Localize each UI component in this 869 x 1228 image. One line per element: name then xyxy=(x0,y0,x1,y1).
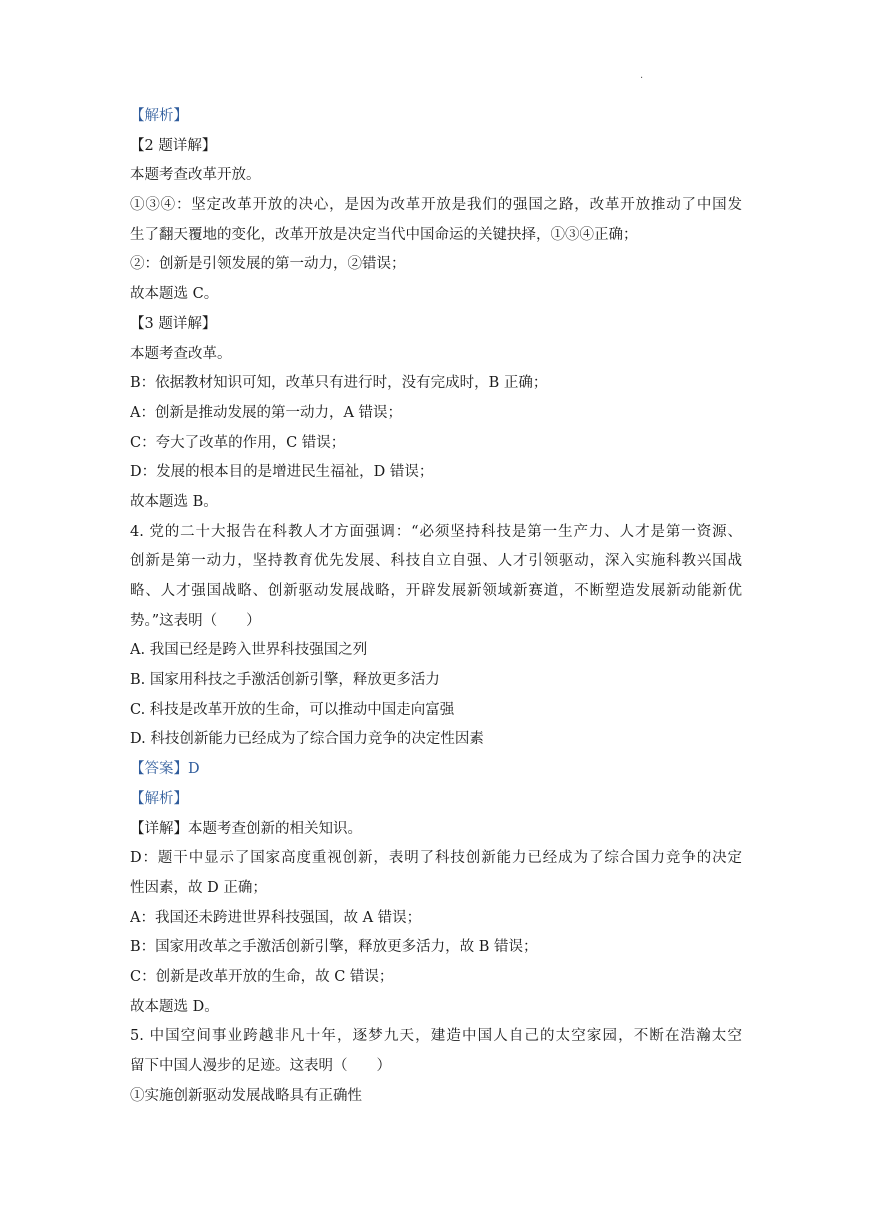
text-line: 【解析】 xyxy=(130,108,188,124)
text-line: D. 科技创新能力已经成为了综合国力竞争的决定性因素 xyxy=(130,731,484,748)
text-line: B：国家用改革之手激活创新引擎，释放更多活力，故 B 错误； xyxy=(130,939,538,956)
text-line: A：创新是推动发展的第一动力，A 错误； xyxy=(130,404,403,421)
text-line: D：发展的根本目的是增进民生福祉，D 错误； xyxy=(130,464,434,481)
text-line: 【2 题详解】 xyxy=(130,137,217,154)
text-line: C：创新是改革开放的生命，故 C 错误； xyxy=(130,968,394,985)
text-line: 本题考查改革开放。 xyxy=(130,167,261,184)
text-line: 故本题选 D。 xyxy=(130,998,219,1015)
text-line: ①实施创新驱动发展战略具有正确性 xyxy=(130,1087,362,1104)
text-line: 留下中国人漫步的足迹。这表明（ ） xyxy=(130,1058,391,1074)
text-line: 【详解】本题考查创新的相关知识。 xyxy=(130,820,362,837)
text-line: A：我国还未跨进世界科技强国，故 A 错误； xyxy=(130,909,422,926)
document-body xyxy=(130,102,742,1111)
text-line: C：夸大了改革的作用，C 错误； xyxy=(130,434,346,451)
header-mark: . xyxy=(640,70,644,81)
text-line: 故本题选 B。 xyxy=(130,493,218,510)
text-line: C. 科技是改革开放的生命，可以推动中国走向富强 xyxy=(130,701,455,718)
text-line: B. 国家用科技之手激活创新引擎，释放更多活力 xyxy=(130,672,440,689)
text-line: ②：创新是引领发展的第一动力，②错误； xyxy=(130,256,406,273)
text-line: 【解析】 xyxy=(130,790,188,807)
text-line: 本题考查改革。 xyxy=(130,345,232,362)
text-line: 【答案】D xyxy=(130,761,200,778)
text-line: 【3 题详解】 xyxy=(130,315,217,332)
text-line: 略、人才强国战略、创新驱动发展战略，开辟发展新领域新赛道，不断塑造发展新动能新优 xyxy=(130,583,742,599)
text-line: ①③④：坚定改革开放的决心，是因为改革开放是我们的强国之路，改革开放推动了中国发 xyxy=(130,197,742,214)
text-line: 创新是第一动力，坚持教育优先发展、科技自立自强、人才引领驱动，深入实施科教兴国战 xyxy=(130,553,742,570)
text-line: 故本题选 C。 xyxy=(130,286,219,303)
text-line: B：依据教材知识可知，改革只有进行时，没有完成时，B 正确； xyxy=(130,375,548,392)
text-line: A. 我国已经是跨入世界科技强国之列 xyxy=(130,642,368,659)
text-line: D：题干中显示了国家高度重视创新，表明了科技创新能力已经成为了综合国力竞争的决定 xyxy=(130,850,742,867)
text-line: 性因素，故 D 正确； xyxy=(130,879,267,896)
text-line: 4. 党的二十大报告在科教人才方面强调：“必须坚持科技是第一生产力、人才是第一资源、 xyxy=(130,523,742,540)
text-line: 5. 中国空间事业跨越非凡十年，逐梦九天，建造中国人自己的太空家园，不断在浩瀚太空 xyxy=(130,1028,742,1045)
text-line: 生了翻天覆地的变化，改革开放是决定当代中国命运的关键抉择，①③④正确； xyxy=(130,226,638,243)
text-line: 势。”这表明（ ） xyxy=(130,612,261,629)
